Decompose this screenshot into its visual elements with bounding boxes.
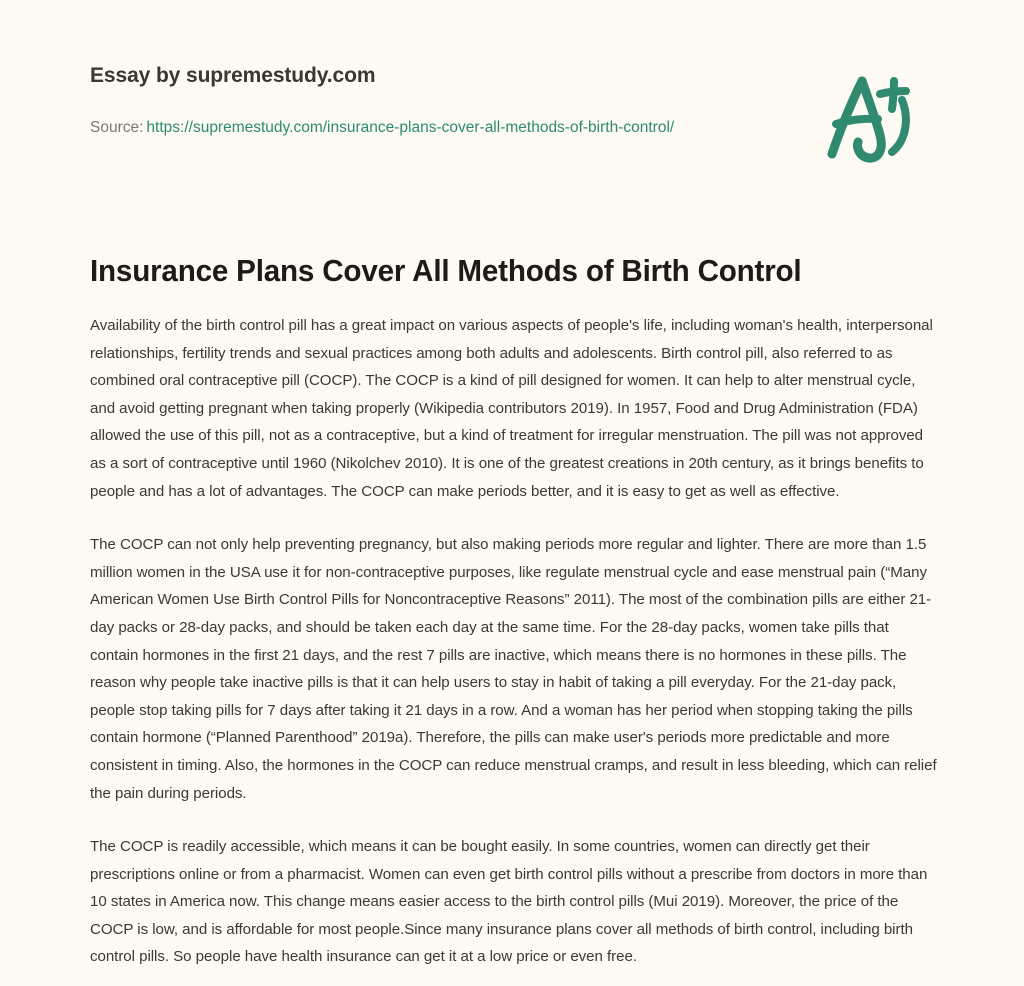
source-label: Source: [90,119,144,136]
a-plus-logo-icon [812,62,922,170]
page-title: Insurance Plans Cover All Methods of Birth Control [90,253,802,288]
source-line [90,117,934,139]
paragraph: Availability of the birth control pill has a great impact on various aspects of people's life, including woman's health, interpersonal relationships, fertility trends and sexual practices among both adults and adolescents. Birth control pill, also referred to as combined oral contraceptive pill (COCP). The COCP is a kind of pill designed for women. It can help to alter menstrual cycle, and avoid getting pregnant when taking properly (Wikipedia contributors 2019). In 1957, Food and Drug Administration (FDA) allowed the use of this pill, not as a contraceptive, but a kind of treatment for irregular menstruation. The pill was not approved as a sort of contraceptive until 1960 (Nikolchev 2010). It is one of the greatest creations in 20th century, as it brings benefits to people and has a lot of advantages. The COCP can make periods better, and it is easy to get as well as effective. [90,317,933,500]
site-logo [812,62,922,170]
paragraph: The COCP can not only help preventing pregnancy, but also making periods more regular and lighter. There are more than 1.5 million women in the USA use it for non-contraceptive purposes, like regulate menstrual cycle and ease menstrual pain (“Many American Women Use Birth Control Pills for Noncontraceptive Reasons” 2011). The most of the combination pills are either 21-day packs or 28-day packs, and should be taken each day at the same time. For the 28-day packs, women take pills that contain hormones in the first 21 days, and the rest 7 pills are inactive, which means there is no hormones in these pills. The reason why people take inactive pills is that it can help users to stay in habit of taking a pill everyday. For the 21-day pack, people stop taking pills for 7 days after taking it 21 days in a row. And a woman has her period when stopping taking the pills contain hormone (“Planned Parenthood” 2019a). Therefore, the pills can make user's periods more predictable and more consistent in timing. Also, the hormones in the COCP can reduce menstrual cramps, and result in less bleeding, which can relief the pain during periods. [90,536,937,802]
source-url-link[interactable]: https://supremestudy.com/insurance-plans-cover-all-methods-of-birth-control/ [146,119,675,136]
page-header [90,62,934,172]
article-body [90,312,938,971]
byline: Essay by supremestudy.com [90,64,376,87]
paragraph: The COCP is readily accessible, which means it can be bought easily. In some countries, women can directly get their prescriptions online or from a pharmacist. Women can even get birth control pills without a prescribe from doctors in more than 10 states in America now. This change means easier access to the birth control pills (Mui 2019). Moreover, the price of the COCP is low, and is affordable for most people.Since many insurance plans cover all methods of birth control, including birth control pills. So people have health insurance can get it at a low price or even free. [90,838,928,966]
